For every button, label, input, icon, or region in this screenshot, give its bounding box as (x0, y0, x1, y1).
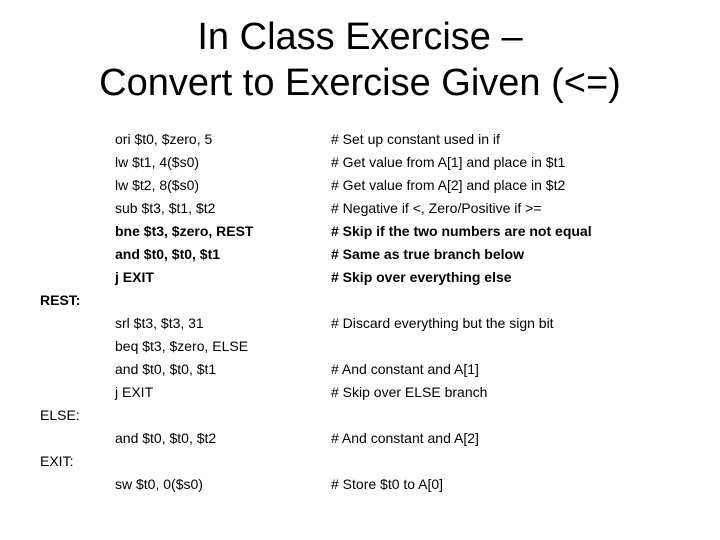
slide-title (0, 14, 720, 106)
code-instruction: and $t0, $t0, $t1 (115, 246, 221, 262)
code-row (0, 266, 720, 289)
code-instruction: ori $t0, $zero, 5 (115, 131, 213, 147)
code-instruction: and $t0, $t0, $t1 (115, 361, 217, 377)
code-comment: # Same as true branch below (331, 246, 524, 262)
code-comment: # Skip over everything else (331, 269, 512, 285)
code-comment: # Get value from A[1] and place in $t1 (331, 154, 566, 170)
code-row (0, 404, 720, 427)
code-instruction: bne $t3, $zero, REST (115, 223, 254, 239)
code-comment: # And constant and A[1] (331, 361, 479, 377)
code-label: REST: (40, 292, 81, 308)
code-comment: # Negative if <, Zero/Positive if >= (331, 200, 542, 216)
code-row (0, 473, 720, 496)
code-comment: # And constant and A[2] (331, 430, 479, 446)
code-row (0, 312, 720, 335)
code-row (0, 220, 720, 243)
code-row (0, 381, 720, 404)
title-line-1: In Class Exercise – (197, 16, 523, 58)
code-instruction: j EXIT (115, 269, 154, 285)
code-row (0, 450, 720, 473)
code-row (0, 174, 720, 197)
code-instruction: srl $t3, $t3, 31 (115, 315, 204, 331)
assembly-code-listing (0, 128, 720, 496)
code-row (0, 197, 720, 220)
code-row (0, 151, 720, 174)
code-instruction: sub $t3, $t1, $t2 (115, 200, 216, 216)
code-label: ELSE: (40, 407, 80, 423)
code-instruction: and $t0, $t0, $t2 (115, 430, 217, 446)
code-instruction: lw $t2, 8($s0) (115, 177, 200, 193)
code-comment: # Set up constant used in if (331, 131, 500, 147)
title-line-2: Convert to Exercise Given (<=) (99, 62, 621, 104)
code-instruction: beq $t3, $zero, ELSE (115, 338, 249, 354)
code-comment: # Get value from A[2] and place in $t2 (331, 177, 566, 193)
code-label: EXIT: (40, 453, 74, 469)
code-row (0, 335, 720, 358)
code-instruction: j EXIT (115, 384, 154, 400)
code-row (0, 243, 720, 266)
code-row (0, 289, 720, 312)
code-instruction: sw $t0, 0($s0) (115, 476, 203, 492)
code-row (0, 358, 720, 381)
code-comment: # Store $t0 to A[0] (331, 476, 444, 492)
code-comment: # Skip over ELSE branch (331, 384, 488, 400)
code-comment: # Discard everything but the sign bit (331, 315, 554, 331)
code-row (0, 128, 720, 151)
code-row (0, 427, 720, 450)
code-comment: # Skip if the two numbers are not equal (331, 223, 592, 239)
code-instruction: lw $t1, 4($s0) (115, 154, 200, 170)
